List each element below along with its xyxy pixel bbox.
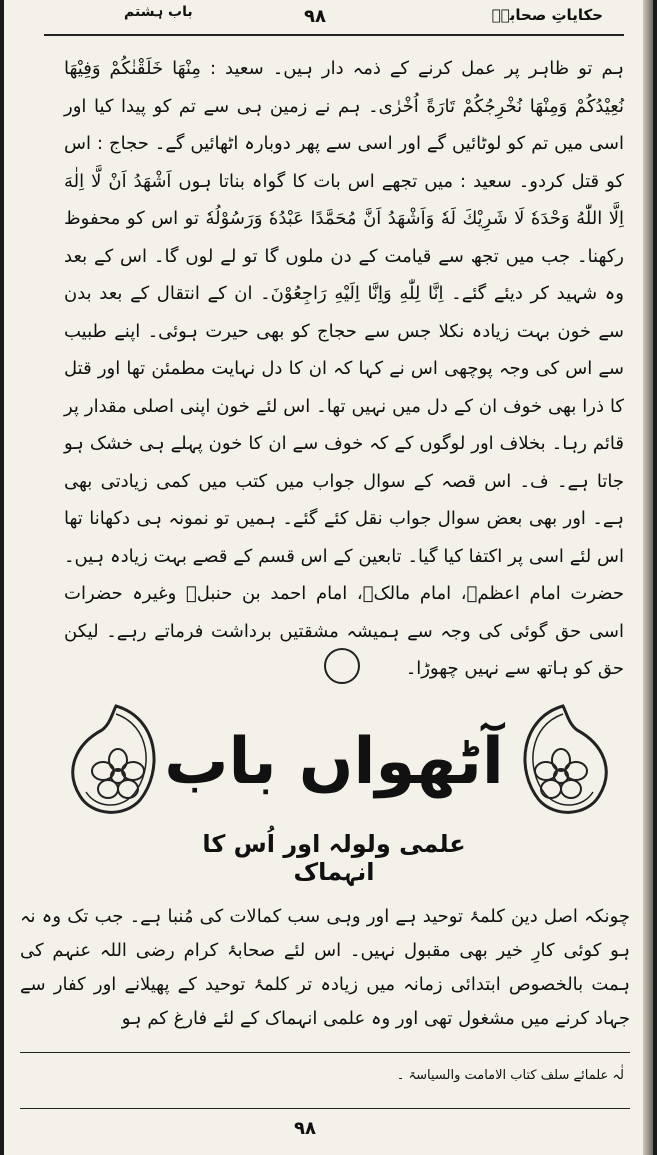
- header-chapter-title: باب ہشتم: [124, 4, 193, 20]
- chapter-intro-text: [20, 900, 630, 1036]
- book-page: [4, 0, 653, 1155]
- footnote: لٰہ علمائے سلف کتاب الامامت والسیاسۃ ۔: [396, 1068, 624, 1083]
- page-spine-shadow: [643, 0, 653, 1155]
- chapter-heading: آٹھواں باب: [164, 725, 504, 799]
- chapter-subheading: علمی ولولہ اور اُس کا انہماک: [202, 830, 466, 886]
- footnote-rule: [20, 1052, 630, 1053]
- header-page-number: ۹۸: [304, 6, 326, 27]
- main-paragraph: ہم تو ظاہر پر عمل کرنے کے ذمہ دار ہیں۔ سعید : مِنْهَا خَلَقْنٰكُمْ وَفِيْهَا نُعِيْدُكُمْ وَمِنْهَا نُخْرِجُكُمْ تَارَةً اُخْرٰى۔ ہم نے زمین ہی سے تم کو پیدا کیا اور اسی میں تم کو لوٹائیں گے اور اسی سے پھر دوبارہ اٹھائیں گے۔ حجاج : اس کو قتل کردو۔ سعید : میں تجھے اس بات کا گواہ بناتا ہوں اَشْهَدُ اَنْ لَّا اِلٰهَ اِلَّا اللّٰهُ وَحْدَهٗ لَا شَرِيْكَ لَهٗ وَاَشْهَدُ اَنَّ مُحَمَّدًا عَبْدُهٗ وَرَسُوْلُهٗ تو اس کو محفوظ رکھنا۔ جب میں تجھ سے قیامت کے دن ملوں گا تو لے لوں گا۔ اس کے بعد وہ شہید کر دیئے گئے۔ اِنَّا لِلّٰهِ وَاِنَّا اِلَيْهِ رَاجِعُوْنَ۔ ان کے انتقال کے بعد بدن سے خون بہت زیادہ نکلا جس سے حجاج کو بھی حیرت ہوئی۔ اپنے طبیب سے اس کی وجہ پوچھی اس نے کہا کہ ان کا دل نہایت مطمئن تھا اور قتل کا ذرا بھی خوف ان کے دل میں نہیں تھا۔ اس لئے خون اپنی اصلی مقدار پر قائم رہا۔ بخلاف اور لوگوں کے کہ خوف سے ان کا خون پہلے ہی خشک ہو جاتا ہے۔ ف۔ اس قصہ کے سوال جواب میں کتب میں کمی زیادتی بھی ہے۔ اور بھی بعض سوال جواب نقل کئے گئے۔ ہمیں تو نمونہ ہی دکھانا تھا اس لئے اسی پر اکتفا کیا گیا۔ تابعین کے اس قسم کے قصے بہت زیادہ ہیں۔ حضرت امام اعظمؒ، امام مالکؒ، امام احمد بن حنبلؒ وغیرہ حضرات اسی حق گوئی کی وجہ سے ہمیشہ مشقتیں برداشت فرماتے رہے۔ لیکن حق کو ہاتھ سے نہیں چھوڑا۔: [64, 58, 624, 679]
- header-book-title: حکایاتِ صحابہؓ: [491, 6, 603, 24]
- footer-page-number: ۹۸: [294, 1118, 316, 1139]
- paisley-flower-ornament-right: [509, 700, 617, 818]
- intro-paragraph: چونکہ اصل دین کلمۂ توحید ہے اور وہی سب کمالات کی مُنبا ہے۔ جب تک وہ نہ ہو کوئی کارِ خیر بھی مقبول نہیں۔ اس لئے صحابۂ کرام رضی اللہ عنہم کی ہمت بالخصوص ابتدائی زمانہ میں زیادہ تر کلمۂ توحید کے پھیلانے اور کفار سے جہاد کرنے میں مشغول تھی اور وہ علمی انہماک کے لئے فارغ کم ہو: [20, 906, 630, 1029]
- header-rule: [44, 34, 624, 36]
- footer-rule: [20, 1108, 630, 1109]
- page-header: [4, 0, 643, 46]
- main-text-block: [64, 50, 624, 688]
- circle-ornament: [324, 648, 360, 684]
